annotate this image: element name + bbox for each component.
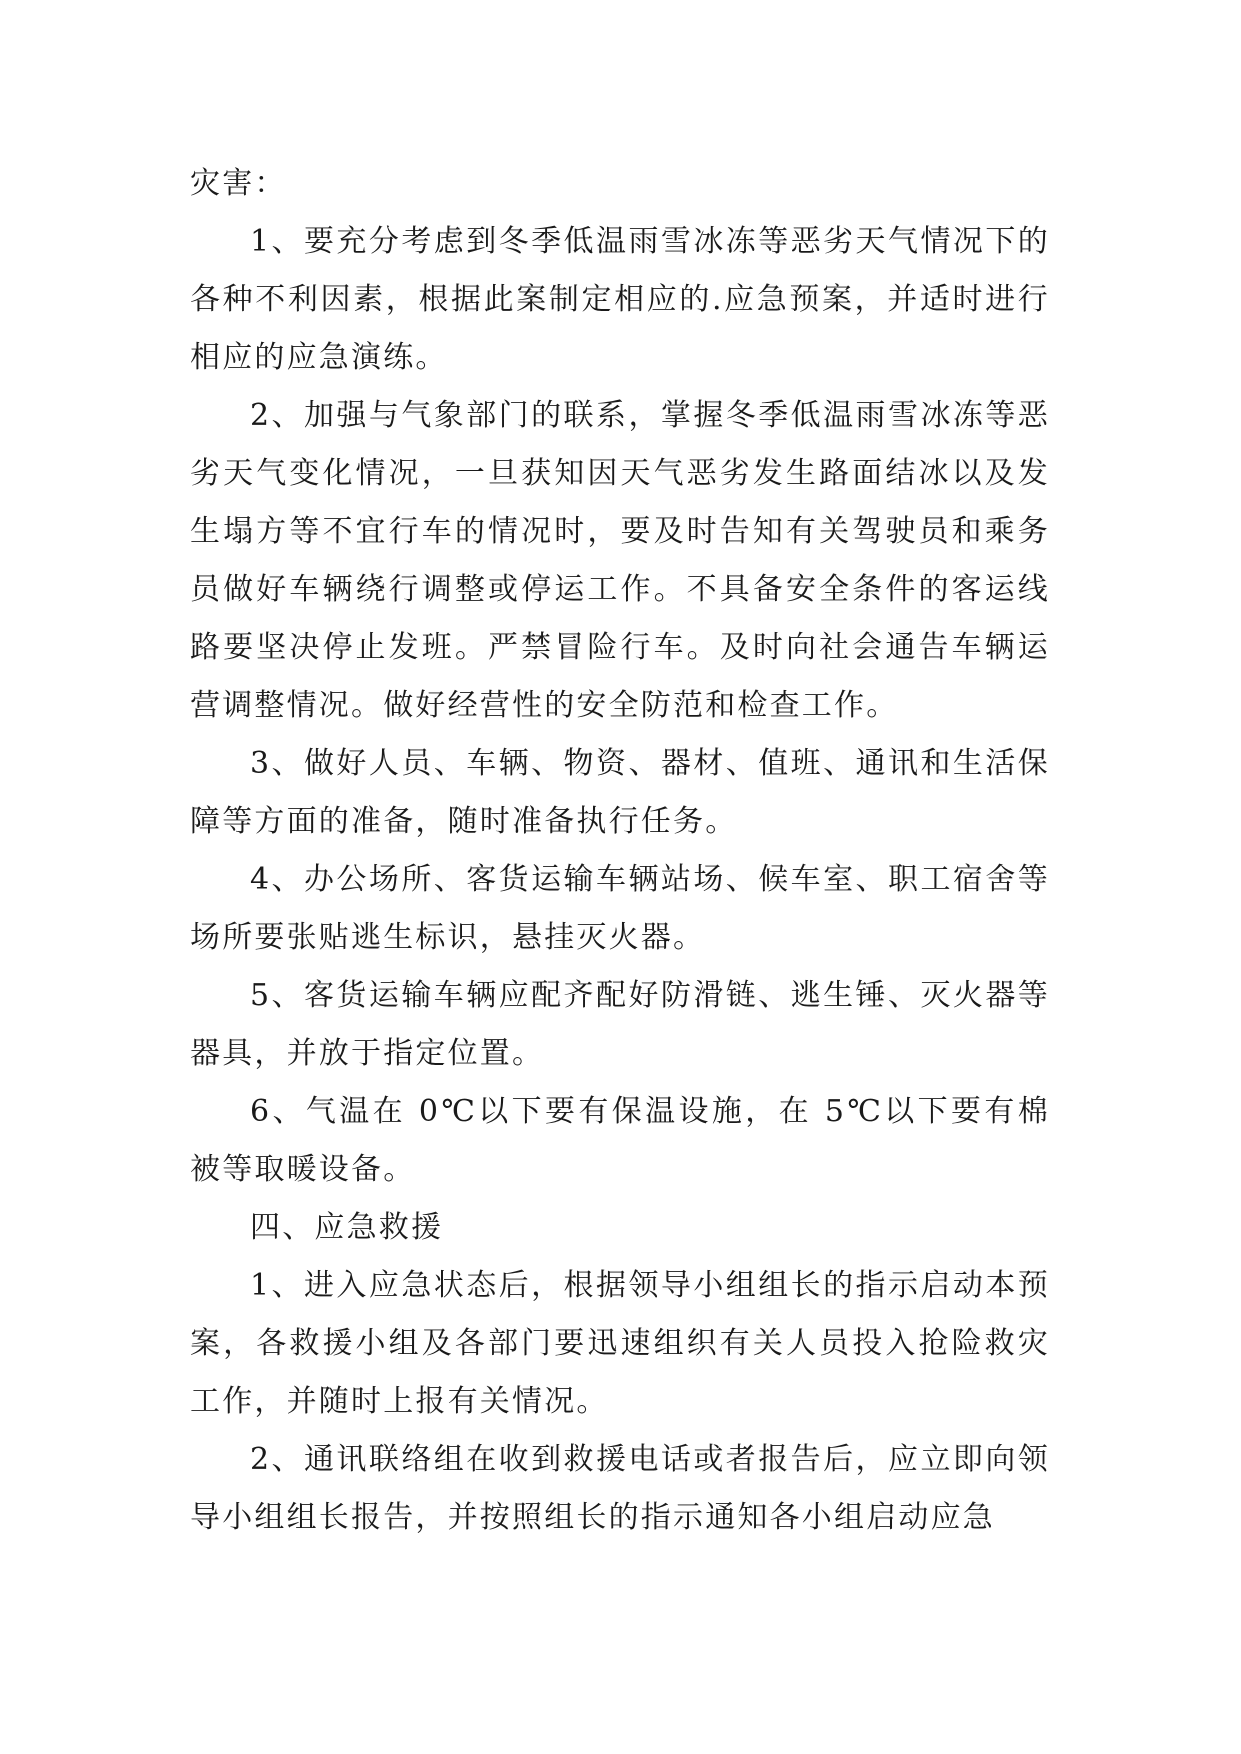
paragraph-item-5: 5、客货运输车辆应配齐配好防滑链、逃生锤、灭火器等器具，并放于指定位置。	[190, 978, 1050, 1071]
section-heading-emergency-rescue: 四、应急救援	[250, 1210, 444, 1245]
document-body	[190, 155, 1050, 1547]
paragraph-continuation: 灾害：	[190, 166, 287, 201]
paragraph-item-2: 2、加强与气象部门的联系，掌握冬季低温雨雪冰冻等恶劣天气变化情况，一旦获知因天气恶劣发生路面结冰以及发生塌方等不宜行车的情况时，要及时告知有关驾驶员和乘务员做好车辆绕行调整或停运工作。不具备安全条件的客运线路要坚决停止发班。严禁冒险行车。及时向社会通告车辆运营调整情况。做好经营性的安全防范和检查工作。	[190, 398, 1050, 723]
paragraph-rescue-item-1: 1、进入应急状态后，根据领导小组组长的指示启动本预案，各救援小组及各部门要迅速组织有关人员投入抢险救灾工作，并随时上报有关情况。	[190, 1268, 1050, 1419]
paragraph-item-6: 6、气温在 0℃以下要有保温设施，在 5℃以下要有棉被等取暖设备。	[190, 1094, 1050, 1187]
paragraph-item-4: 4、办公场所、客货运输车辆站场、候车室、职工宿舍等场所要张贴逃生标识，悬挂灭火器。	[190, 862, 1050, 955]
paragraph-rescue-item-2: 2、通讯联络组在收到救援电话或者报告后，应立即向领导小组组长报告，并按照组长的指示通知各小组启动应急	[190, 1442, 1050, 1535]
paragraph-item-3: 3、做好人员、车辆、物资、器材、值班、通讯和生活保障等方面的准备，随时准备执行任务。	[190, 746, 1050, 839]
paragraph-item-1: 1、要充分考虑到冬季低温雨雪冰冻等恶劣天气情况下的各种不利因素，根据此案制定相应的.应急预案，并适时进行相应的应急演练。	[190, 224, 1050, 375]
